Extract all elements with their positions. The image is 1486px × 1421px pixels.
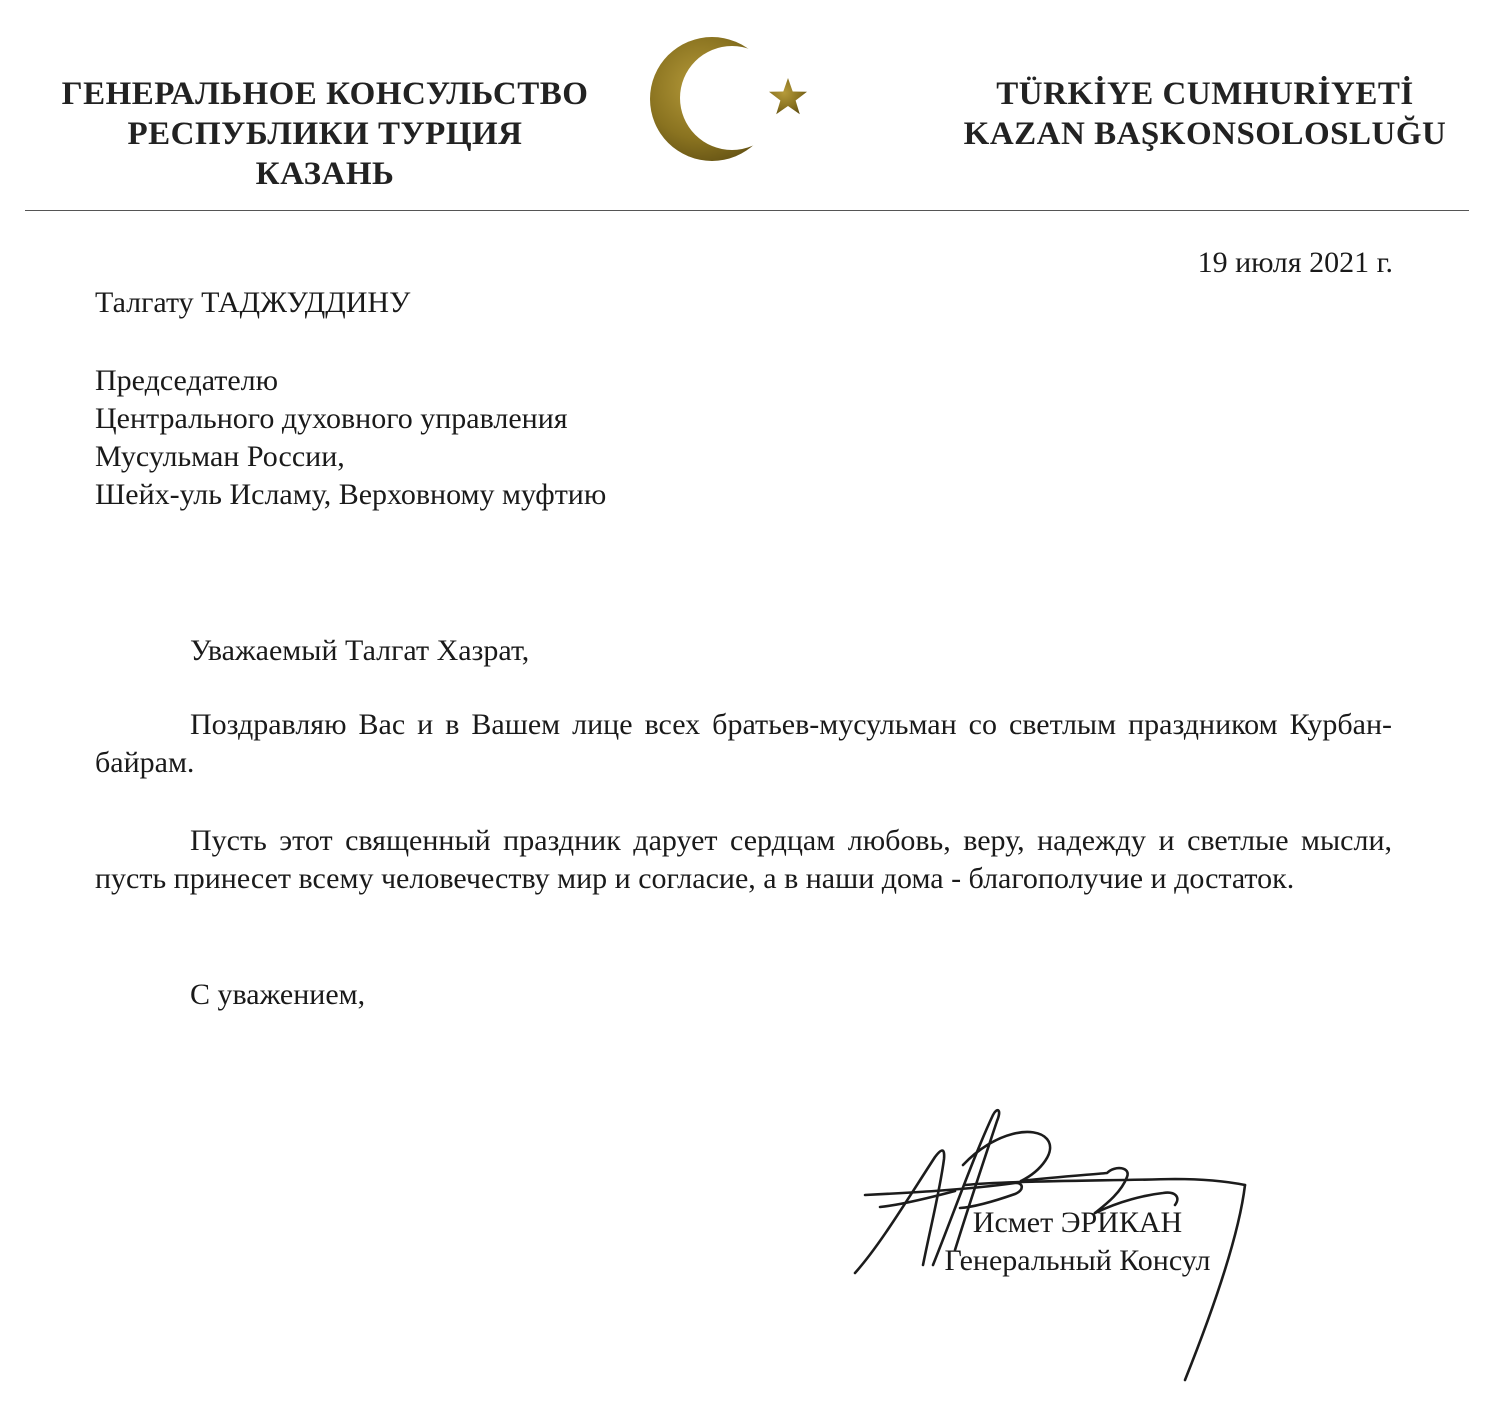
letterhead-russian bbox=[40, 74, 610, 194]
body-paragraph: Поздравляю Вас и в Вашем лице всех братьев-мусульман со светлым праздником Курбан-байрам. bbox=[95, 708, 1392, 779]
closing: С уважением, bbox=[190, 978, 366, 1011]
letterhead-line: КАЗАНЬ bbox=[255, 156, 395, 192]
recipient-title-line: Шейх-уль Исламу, Верховному муфтию bbox=[95, 478, 607, 511]
letterhead-line: TÜRKİYE CUMHURİYETİ bbox=[996, 76, 1414, 112]
letterhead-line: KAZAN BAŞKONSOLOSLUĞU bbox=[963, 116, 1447, 152]
letterhead-line: РЕСПУБЛИКИ ТУРЦИЯ bbox=[127, 116, 523, 152]
letterhead-line: ГЕНЕРАЛЬНОЕ КОНСУЛЬСТВО bbox=[61, 76, 589, 112]
recipient-title-line: Центрального духовного управления bbox=[95, 402, 568, 435]
recipient-title bbox=[95, 362, 606, 514]
recipient-title-line: Председателю bbox=[95, 364, 279, 397]
body-paragraph: Пусть этот священный праздник дарует сердцам любовь, веру, надежду и светлые мысли, пусть принесет всему человечеству мир и согласие, а в наши дома - благополучие и достаток. bbox=[95, 824, 1392, 895]
salutation: Уважаемый Талгат Хазрат, bbox=[190, 634, 530, 667]
recipient-title-line: Мусульман России, bbox=[95, 440, 345, 473]
letterhead-turkish bbox=[945, 74, 1465, 154]
signer-name: Исмет ЭРИКАН bbox=[972, 1206, 1183, 1239]
signer-position: Генеральный Консул bbox=[944, 1244, 1211, 1277]
signer-block bbox=[925, 1204, 1230, 1280]
header-divider bbox=[25, 210, 1469, 211]
letter-date: 19 июля 2021 г. bbox=[1197, 246, 1393, 279]
crescent-and-star-icon bbox=[640, 34, 830, 164]
recipient-name: Талгату ТАДЖУДДИНУ bbox=[95, 286, 411, 319]
